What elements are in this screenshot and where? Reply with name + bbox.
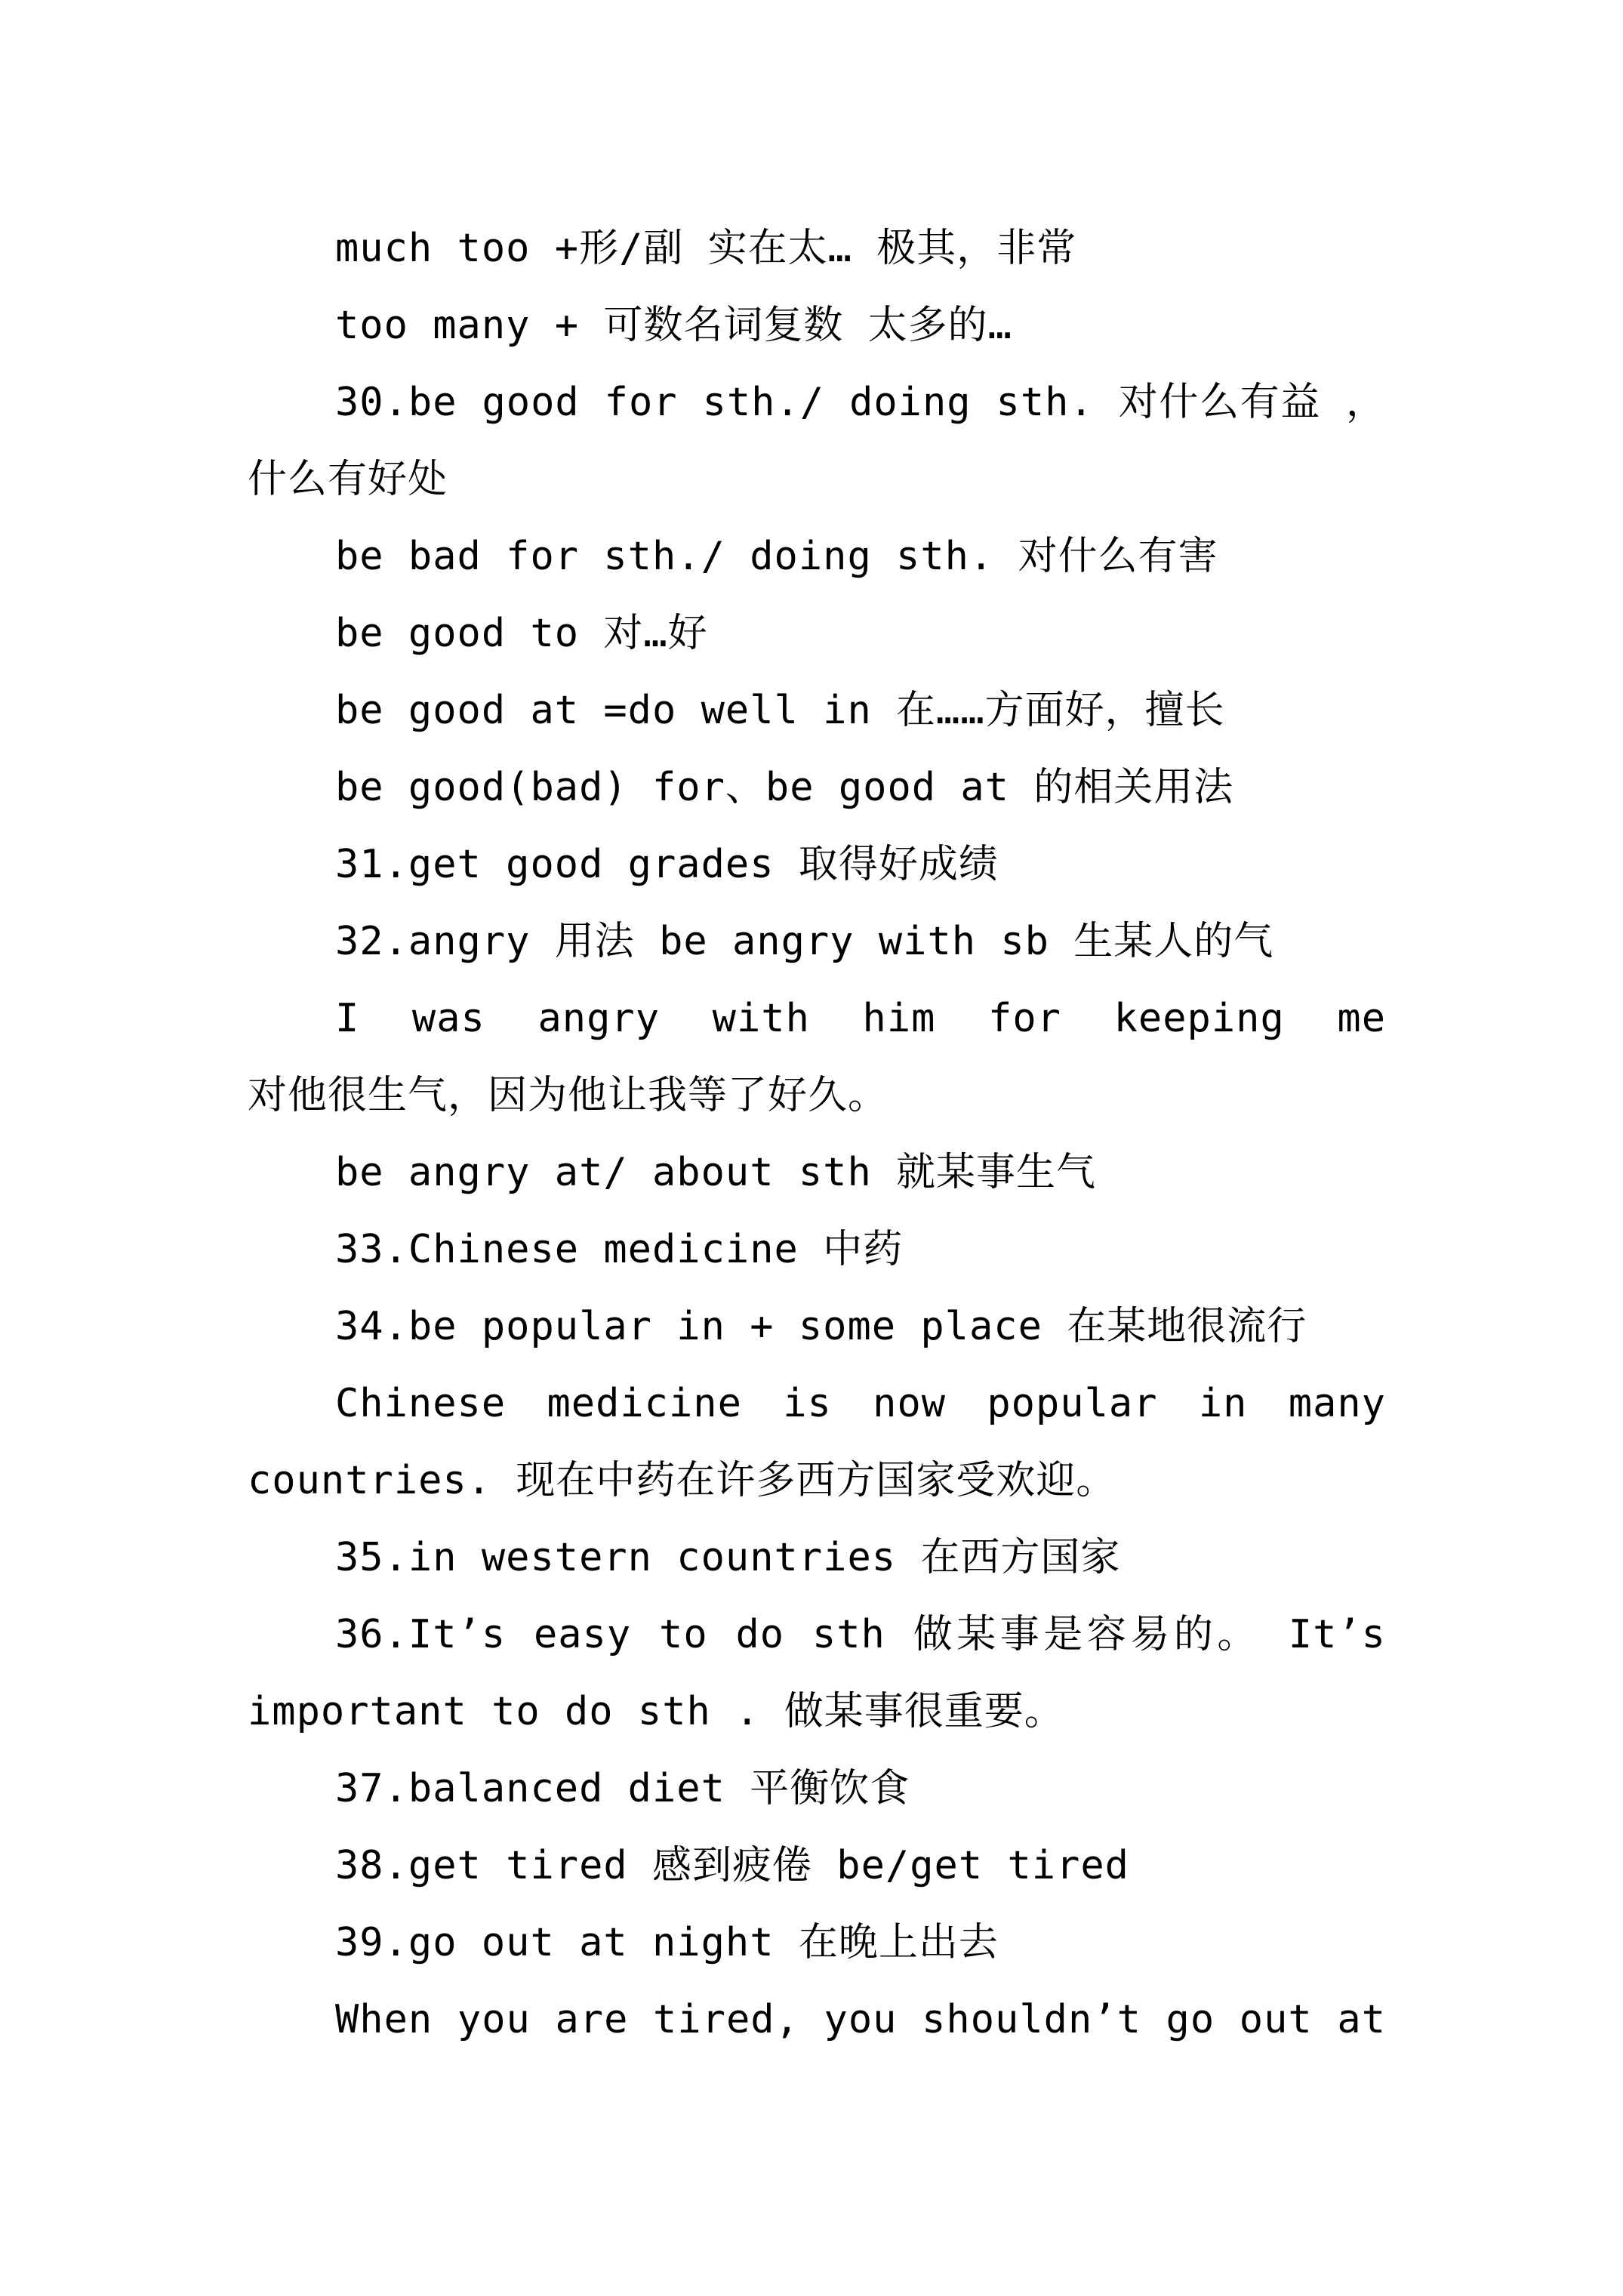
text-line: 32.angry 用法 be angry with sb 生某人的气 [335,919,1274,964]
text-line: 36.It’s easy to do sth 做某事是容易的。 It’s [335,1612,1386,1657]
text-line: be good at =do well in 在……方面好，擅长 [335,688,1225,733]
text-line: much too +形/副 实在太… 极其，非常 [335,226,1077,271]
text-line: 33.Chinese medicine 中药 [335,1227,904,1272]
text-line: 31.get good grades 取得好成绩 [335,842,999,887]
text-line: be angry at/ about sth 就某事生气 [335,1150,1097,1195]
document-body [248,210,1386,2058]
text-line: When you are tired, you shouldn’t go out at [335,1997,1386,2042]
text-line: be good to 对…好 [335,611,708,656]
text-line: 30.be good for sth./ doing sth. 对什么有益 ， [335,380,1386,425]
text-line: I was angry with him for keeping me [335,996,1386,1041]
text-line: 对他很生气，因为他让我等了好久。 [248,1073,888,1118]
text-line: 37.balanced diet 平衡饮食 [335,1766,910,1811]
text-line: be good(bad) for、be good at 的相关用法 [335,765,1234,810]
text-line: countries. 现在中药在许多西方国家受欢迎。 [248,1458,1116,1503]
text-line: 什么有好处 [248,457,448,502]
text-line: 38.get tired 感到疲倦 be/get tired [335,1843,1129,1888]
text-line: 35.in western countries 在西方国家 [335,1535,1121,1580]
text-line: 34.be popular in + some place 在某地很流行 [335,1304,1307,1349]
text-line: important to do sth . 做某事很重要。 [248,1689,1064,1734]
text-line: 39.go out at night 在晚上出去 [335,1920,999,1965]
text-line: Chinese medicine is now popular in many [335,1381,1386,1426]
text-line: too many + 可数名词复数 太多的… [335,303,1012,348]
text-line: be bad for sth./ doing sth. 对什么有害 [335,534,1218,579]
